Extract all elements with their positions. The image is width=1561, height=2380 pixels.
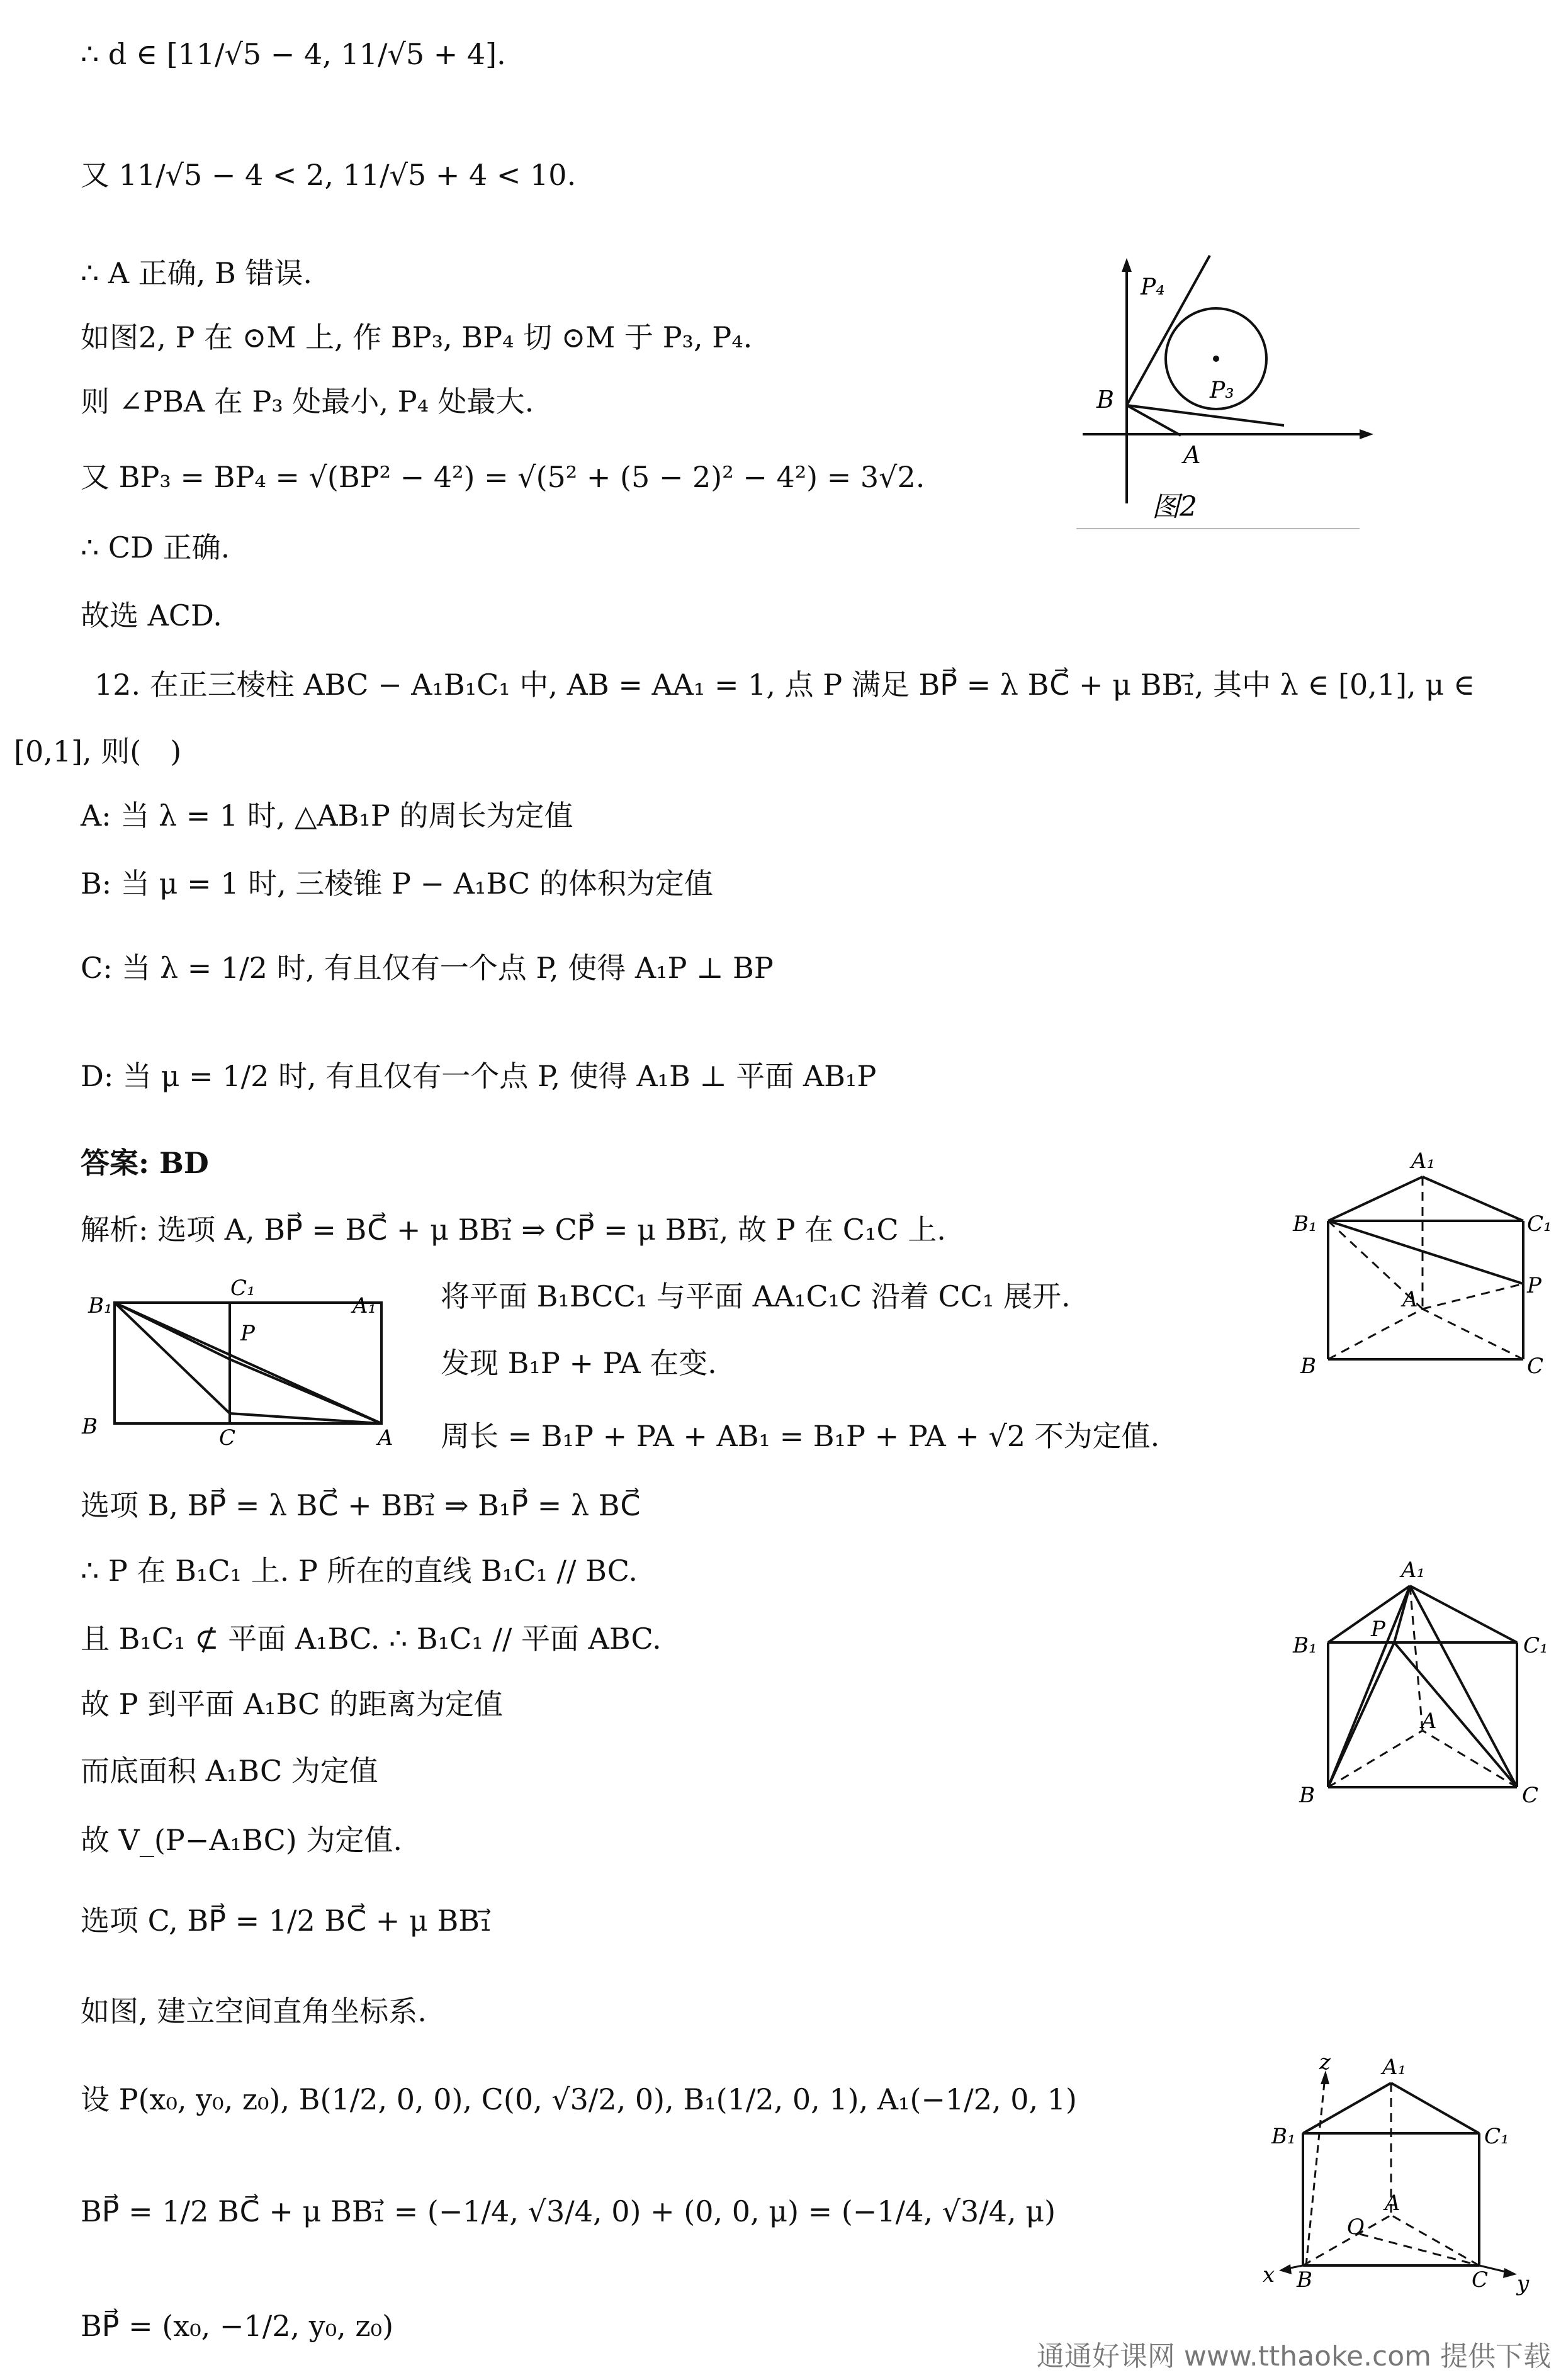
watermark-footer: 通通好课网 www.tthaoke.com 提供下载 xyxy=(1036,2340,1551,2372)
label-b: B xyxy=(1299,1783,1315,1808)
label-c: C xyxy=(1522,1783,1539,1808)
text-line: 故选 ACD. xyxy=(81,598,222,632)
option-a: A: 当 λ = 1 时, △AB₁P 的周长为定值 xyxy=(81,799,573,833)
label-b: B xyxy=(1096,386,1114,413)
option-d: D: 当 μ = 1/2 时, 有且仅有一个点 P, 使得 A₁B ⊥ 平面 AB₁P xyxy=(81,1059,877,1093)
prism-figure-b xyxy=(1284,1542,1548,1819)
text-line: 周长 = B₁P + PA + AB₁ = B₁P + PA + √2 不为定值. xyxy=(441,1419,1160,1453)
prism-figure-a-drawing xyxy=(1284,1139,1552,1391)
figure-2 xyxy=(1070,252,1385,547)
text-line: ∴ P 在 B₁C₁ 上. P 所在的直线 B₁C₁ // BC. xyxy=(81,1554,638,1588)
text-line: [0,1], 则( ) xyxy=(14,734,182,768)
label-c: C xyxy=(1472,2267,1489,2293)
label-b: B xyxy=(82,1414,98,1439)
label-b: B xyxy=(1297,2267,1312,2293)
text-line: 故 P 到平面 A₁BC 的距离为定值 xyxy=(81,1687,503,1721)
text-line: BP⃗ = 1/2 BC⃗ + μ BB₁⃗ = (−1/4, √3/4, 0) + (0, 0, μ) = (−1/4, √3/4, μ) xyxy=(81,2194,1056,2228)
label-y: y xyxy=(1517,2271,1530,2296)
figure-caption: 图2 xyxy=(1152,491,1197,523)
text-line: 选项 B, BP⃗ = λ BC⃗ + BB₁⃗ ⇒ B₁P⃗ = λ BC⃗ xyxy=(81,1488,641,1522)
label-b1: B₁ xyxy=(1271,2124,1296,2149)
label-c1: C₁ xyxy=(230,1276,256,1301)
label-c1: C₁ xyxy=(1523,1633,1548,1658)
label-p4: P₄ xyxy=(1141,274,1165,300)
text-line: BP⃗ = (x₀, −1/2, y₀, z₀) xyxy=(81,2309,394,2343)
text-line: 故 V_(P−A₁BC) 为定值. xyxy=(81,1823,402,1857)
text-line: ∴ CD 正确. xyxy=(81,530,230,564)
label-a: A xyxy=(1385,2191,1400,2216)
text-line: 如图, 建立空间直角坐标系. xyxy=(81,1994,427,2028)
label-p: P xyxy=(240,1321,255,1346)
prism-figure-a xyxy=(1284,1139,1552,1391)
label-a1: A₁ xyxy=(1401,1558,1426,1583)
label-a: A xyxy=(378,1425,393,1451)
text-line: 则 ∠PBA 在 P₃ 处最小, P₄ 处最大. xyxy=(81,385,534,418)
prism-figure-b-drawing xyxy=(1284,1542,1548,1819)
prism-figure-c xyxy=(1259,2045,1542,2297)
label-b1: B₁ xyxy=(1293,1633,1317,1658)
unfold-figure-drawing xyxy=(76,1265,403,1451)
label-a1: A₁ xyxy=(1382,2055,1407,2080)
label-b: B xyxy=(1300,1354,1316,1379)
text-line: 选项 C, BP⃗ = 1/2 BC⃗ + μ BB₁⃗ xyxy=(81,1904,492,1938)
text-line: 设 P(x₀, y₀, z₀), B(1/2, 0, 0), C(0, √3/2, 0), B₁(1/2, 0, 1), A₁(−1/2, 0, 1) xyxy=(81,2082,1077,2116)
label-a: A xyxy=(1421,1709,1437,1734)
answer-label: 答案: BD xyxy=(81,1146,209,1180)
label-a: A xyxy=(1183,441,1201,469)
text-line: 如图2, P 在 ⊙M 上, 作 BP₃, BP₄ 切 ⊙M 于 P₃, P₄. xyxy=(81,320,753,354)
option-b: B: 当 μ = 1 时, 三棱锥 P − A₁BC 的体积为定值 xyxy=(81,867,713,901)
label-b1: B₁ xyxy=(88,1293,113,1318)
label-a1: A₁ xyxy=(1411,1148,1436,1174)
option-c: C: 当 λ = 1/2 时, 有且仅有一个点 P, 使得 A₁P ⊥ BP xyxy=(81,951,774,985)
label-o: O xyxy=(1347,2214,1365,2240)
unfold-figure xyxy=(76,1265,403,1451)
label-p: P xyxy=(1371,1617,1385,1642)
text-line: 又 BP₃ = BP₄ = √(BP² − 4²) = √(5² + (5 − 2)² − 4²) = 3√2. xyxy=(81,460,925,494)
prism-figure-c-drawing xyxy=(1259,2045,1542,2297)
label-z: z xyxy=(1319,2050,1331,2075)
label-x: x xyxy=(1263,2262,1275,2287)
label-p3: P₃ xyxy=(1210,378,1234,403)
text-line: ∴ A 正确, B 错误. xyxy=(81,256,313,290)
text-line: 且 B₁C₁ ⊄ 平面 A₁BC. ∴ B₁C₁ // 平面 ABC. xyxy=(81,1622,662,1656)
question-stem: 12. 在正三棱柱 ABC − A₁B₁C₁ 中, AB = AA₁ = 1, 点 P 满足 BP⃗ = λ BC⃗ + μ BB₁⃗, 其中 λ ∈ [0,1], μ ∈ xyxy=(94,668,1475,702)
label-a1: A₁ xyxy=(352,1293,377,1318)
analysis-line: 解析: 选项 A, BP⃗ = BC⃗ + μ BB₁⃗ ⇒ CP⃗ = μ BB₁⃗, 故 P 在 C₁C 上. xyxy=(81,1213,946,1247)
label-p: P xyxy=(1527,1273,1541,1298)
label-c: C xyxy=(219,1425,236,1451)
label-a: A xyxy=(1402,1287,1418,1312)
label-c1: C₁ xyxy=(1484,2124,1509,2149)
label-c: C xyxy=(1527,1354,1544,1379)
text-line: 又 11/√5 − 4 < 2, 11/√5 + 4 < 10. xyxy=(81,158,577,192)
label-c1: C₁ xyxy=(1527,1211,1552,1237)
text-line: ∴ d ∈ [11/√5 − 4, 11/√5 + 4]. xyxy=(81,37,506,71)
figure-2-drawing xyxy=(1070,252,1385,547)
text-line: 而底面积 A₁BC 为定值 xyxy=(81,1754,378,1788)
text-line: 发现 B₁P + PA 在变. xyxy=(441,1346,717,1380)
label-b1: B₁ xyxy=(1293,1211,1317,1237)
text-line: 将平面 B₁BCC₁ 与平面 AA₁C₁C 沿着 CC₁ 展开. xyxy=(441,1279,1071,1313)
